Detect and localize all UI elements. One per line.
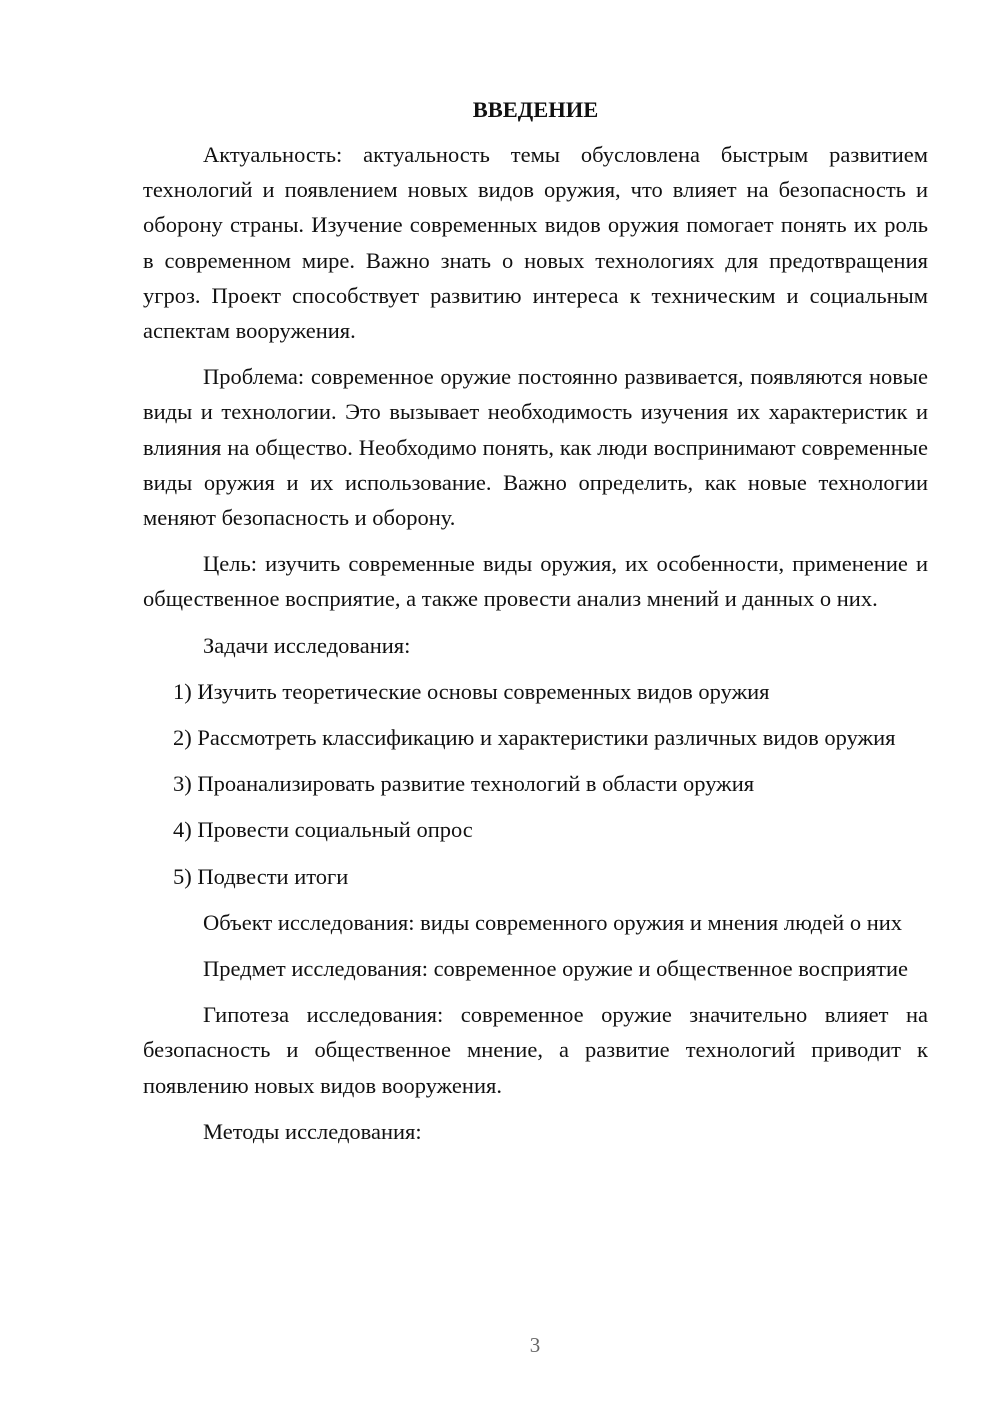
paragraph-subject: Предмет исследования: современное оружие и общественное восприятие (203, 956, 909, 982)
tasks-heading: Задачи исследования: (203, 632, 411, 658)
paragraph-problem: Проблема: современное оружие постоянно развивается, появляются новые виды и технологии. Это вызывает необходимость изучения их характеристик и влияния на общество. Необходимо понять, как люди воспринимают современные виды оружия и их использование. Важно определить, как новые технологии меняют безопасность и оборону. (143, 364, 928, 531)
list-item: 4) Провести социальный опрос (173, 817, 473, 843)
list-item: 1) Изучить теоретические основы современных видов оружия (173, 678, 770, 704)
tasks-list (143, 674, 928, 894)
list-item: 3) Проанализировать развитие технологий в области оружия (173, 771, 755, 797)
paragraph-goal: Цель: изучить современные виды оружия, их особенности, применение и общественное восприятие, а также провести анализ мнений и данных о них. (143, 551, 928, 612)
paragraph-hypothesis: Гипотеза исследования: современное оружие значительно влияет на безопасность и общественное мнение, а развитие технологий приводит к появлению новых видов вооружения. (143, 1002, 928, 1098)
document-page (143, 92, 928, 1160)
paragraph-object: Объект исследования: виды современного оружия и мнения людей о них (203, 909, 903, 935)
page-title: ВВЕДЕНИЕ (472, 97, 599, 122)
list-item: 5) Подвести итоги (173, 863, 349, 889)
methods-heading: Методы исследования: (203, 1118, 422, 1144)
paragraph-relevance: Актуальность: актуальность темы обусловлена быстрым развитием технологий и появлением новых видов оружия, что влияет на безопасность и оборону страны. Изучение современных видов оружия помогает понять их роль в современном мире. Важно знать о новых технологиях для предотвращения угроз. Проект способствует развитию интереса к техническим и социальным аспектам вооружения. (143, 142, 928, 344)
page-number: 3 (529, 1333, 541, 1357)
list-item: 2) Рассмотреть классификацию и характеристики различных видов оружия (173, 725, 896, 751)
